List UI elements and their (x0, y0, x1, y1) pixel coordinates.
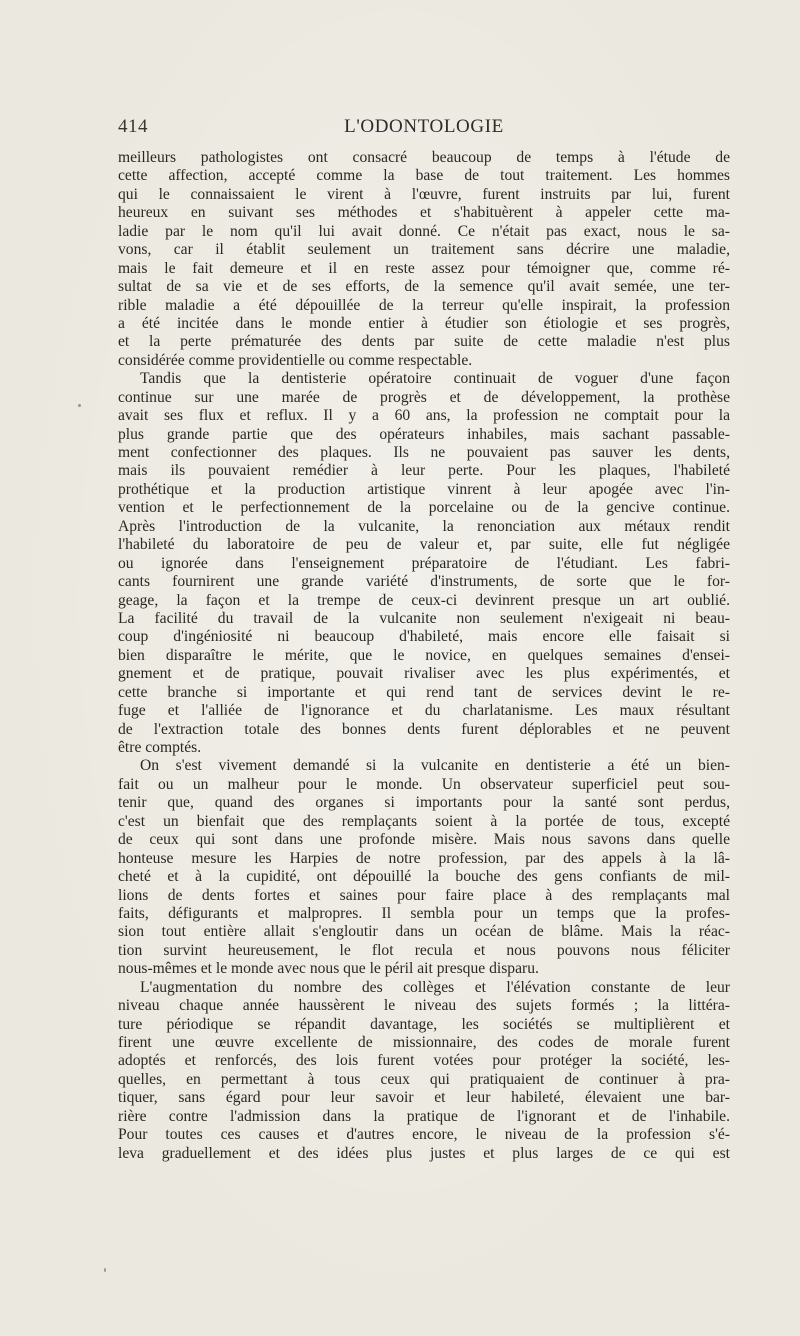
text-line: heureux en suivant ses méthodes et s'habituèrent à appeler cette ma- (118, 204, 730, 222)
text-line: honteuse mesure les Harpies de notre profession, par des appels à la lâ- (118, 849, 730, 867)
text-line: fuge et l'alliée de l'ignorance et du charlatanisme. Les maux résultant (118, 702, 730, 720)
text-line: mais ils pouvaient remédier à leur perte. Pour les plaques, l'habileté (118, 462, 730, 480)
text-line: cants fournirent une grande variété d'instruments, de sorte que le for- (118, 573, 730, 591)
text-line: meilleurs pathologistes ont consacré beaucoup de temps à l'étude de (118, 149, 730, 166)
text-line: bien disparaître le mérite, que le novice, en quelques semaines d'ensei- (118, 646, 730, 664)
text-line: rible maladie a été dépouillée de la terreur qu'elle inspirait, la profession (118, 296, 730, 314)
text-line: tenir que, quand des organes si importants pour la santé sont perdus, (118, 794, 730, 812)
text-line: ladie par le nom qu'il lui avait donné. Ce n'était pas exact, nous le sa- (118, 222, 730, 240)
text-line: ture périodique se répandit davantage, les sociétés se multiplièrent et (118, 1015, 730, 1033)
paper-speck (78, 404, 81, 407)
text-line: fait ou un malheur pour le monde. Un observateur superficiel peut sou- (118, 775, 730, 793)
text-line: L'augmentation du nombre des collèges et l'élévation constante de leur (140, 978, 730, 996)
page-number: 414 (118, 116, 148, 137)
text-line: cheté et à la cupidité, ont dépouillé la bouche des gens confiants de mil- (118, 868, 730, 886)
text-line: La facilité du travail de la vulcanite non seulement n'exigeait ni beau- (118, 609, 730, 627)
text-line: cette affection, accepté comme la base de tout traitement. Les hommes (118, 167, 730, 185)
text-line: geage, la façon et la trempe de ceux-ci devinrent presque un art oublié. (118, 591, 730, 609)
text-line: tiquer, sans égard pour leur savoir et leur habileté, élevaient une bar- (118, 1089, 730, 1107)
paragraph (118, 979, 730, 1163)
text-line: faits, défigurants et malpropres. Il sembla pour un temps que la profes- (118, 904, 730, 922)
text-line: de l'extraction totale des bonnes dents furent déplorables et ne peuvent (118, 720, 730, 738)
paragraph (118, 149, 730, 370)
text-line: mais le fait demeure et il en reste assez pour témoigner que, comme ré- (118, 259, 730, 277)
text-line: être comptés. (118, 739, 202, 756)
text-line: a été incitée dans le monde entier à étudier son étiologie et ses progrès, (118, 314, 730, 332)
text-line: c'est un bienfait que des remplaçants soient à la portée de tous, excepté (118, 812, 730, 830)
text-line: et la perte prématurée des dents par suite de cette maladie n'est plus (118, 333, 730, 351)
text-line: Tandis que la dentisterie opératoire continuait de voguer d'une façon (140, 370, 730, 388)
text-line: prothétique et la production artistique vinrent à leur apogée avec l'in- (118, 480, 730, 498)
text-line: sultat de sa vie et de ses efforts, de la semence qu'il avait semée, une ter- (118, 278, 730, 296)
running-head (118, 116, 730, 142)
text-line: ment confectionner des plaques. Ils ne pouvaient pas sauver les dents, (118, 444, 730, 461)
text-body (118, 149, 730, 1163)
text-line: leva graduellement et des idées plus justes et plus larges de ce qui est (118, 1144, 730, 1162)
running-title: L'ODONTOLOGIE (344, 116, 504, 137)
text-line: avait ses flux et reflux. Il y a 60 ans, la profession ne comptait pour la (118, 407, 730, 425)
text-line: niveau chaque année haussèrent le niveau des sujets formés ; la littéra- (118, 997, 730, 1015)
text-line: rière contre l'admission dans la pratique de l'ignorant et de l'inhabile. (118, 1107, 730, 1125)
text-line: Pour toutes ces causes et d'autres encore, le niveau de la profession s'é- (118, 1126, 730, 1144)
text-line: lions de dents fortes et saines pour faire place à des remplaçants mal (118, 886, 730, 904)
text-line: considérée comme providentielle ou comme respectable. (118, 351, 473, 369)
text-line: tion survint heureusement, le flot recula et nous pouvons nous féliciter (118, 941, 730, 959)
text-line: de ceux qui sont dans une profonde misère. Mais nous savons dans quelle (118, 831, 730, 849)
text-line: qui le connaissaient le virent à l'œuvre, furent instruits par lui, furent (118, 185, 730, 203)
text-line: continue sur une marée de progrès et de développement, la prothèse (118, 388, 730, 406)
paper-speck (104, 1268, 106, 1272)
text-line: sion tout entière allait s'engloutir dans un océan de blâme. Mais la réac- (118, 923, 730, 941)
text-line: vons, car il établit seulement un traitement sans décrire une maladie, (118, 241, 730, 259)
text-line: nous-mêmes et le monde avec nous que le péril ait presque disparu. (118, 960, 539, 978)
text-line: ou ignorée dans l'enseignement préparatoire de l'étudiant. Les fabri- (118, 554, 730, 572)
paragraph (118, 757, 730, 978)
text-line: l'habileté du laboratoire de peu de valeur et, par suite, elle fut négligée (118, 536, 730, 554)
text-line: Après l'introduction de la vulcanite, la renonciation aux métaux rendit (118, 517, 730, 535)
text-line: On s'est vivement demandé si la vulcanite en dentisterie a été un bien- (140, 757, 730, 775)
text-line: coup d'ingéniosité ni beaucoup d'habileté, mais encore elle faisait si (118, 628, 730, 646)
text-line: vention et le perfectionnement de la porcelaine ou de la gencive continue. (118, 499, 730, 517)
text-line: adoptés et renforcés, des lois furent votées pour protéger la société, les- (118, 1052, 730, 1070)
text-line: quelles, en permettant à tous ceux qui pratiquaient de continuer à pra- (118, 1070, 730, 1088)
text-line: plus grande partie que des opérateurs inhabiles, mais sachant passable- (118, 425, 730, 443)
paragraph (118, 370, 730, 757)
text-line: cette branche si importante et qui rend tant de services devint le re- (118, 683, 730, 701)
text-line: gnement et de pratique, pouvait rivaliser avec les plus expérimentés, et (118, 665, 730, 683)
text-line: firent une œuvre excellente de missionnaire, des codes de morale furent (118, 1034, 730, 1051)
